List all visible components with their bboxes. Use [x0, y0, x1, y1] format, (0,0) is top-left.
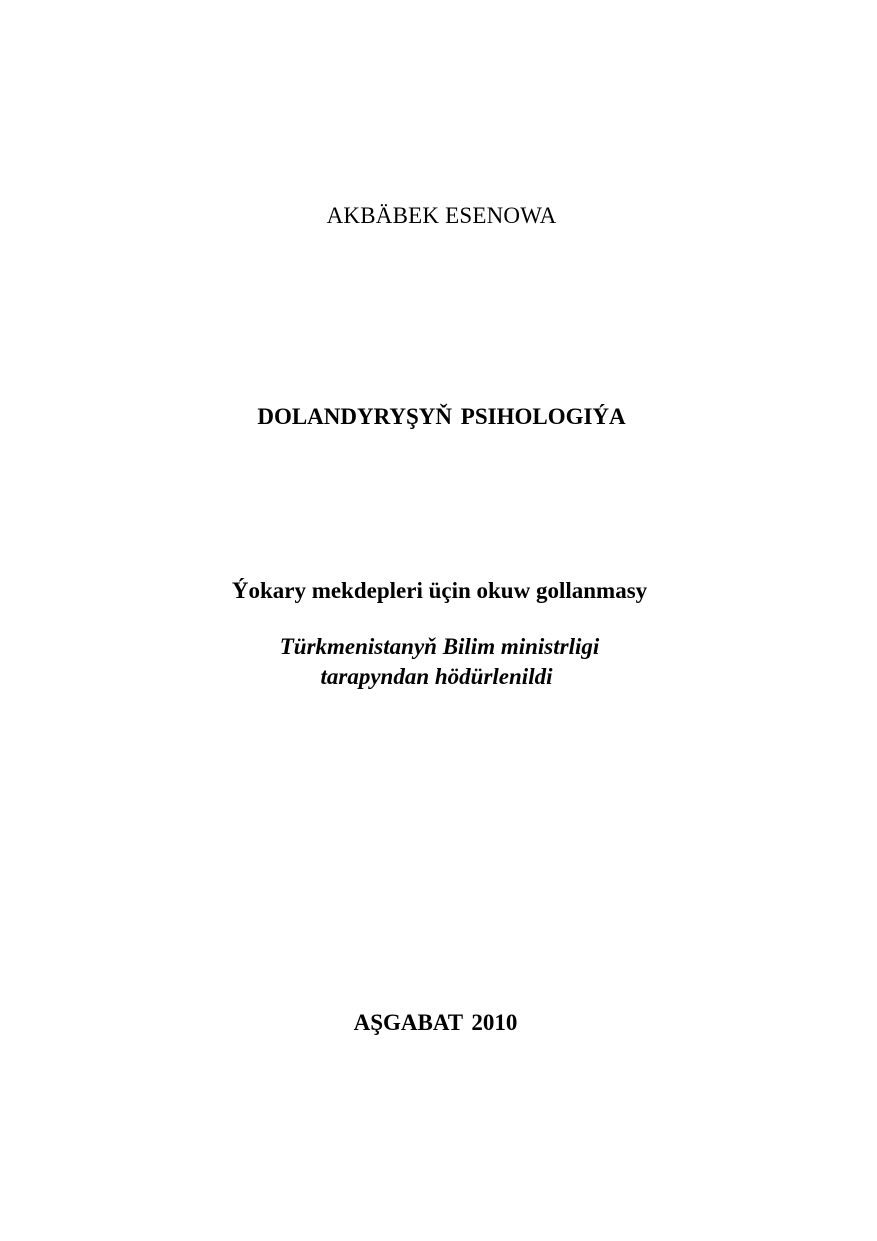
approval-line-1: Türkmenistanyň Bilim ministrligi [279, 634, 600, 659]
approval-line-2: tarapyndan hödürlenildi [320, 664, 553, 689]
author-name: AKBÄBEK ESENOWA [326, 203, 557, 228]
book-subtitle: Ýokary mekdepleri üçin okuw gollanmasy [231, 578, 648, 603]
book-title: DOLANDYRYŞYŇ PSIHOLOGIÝA [257, 404, 626, 429]
place-and-year: AŞGABAT 2010 [353, 1010, 518, 1035]
